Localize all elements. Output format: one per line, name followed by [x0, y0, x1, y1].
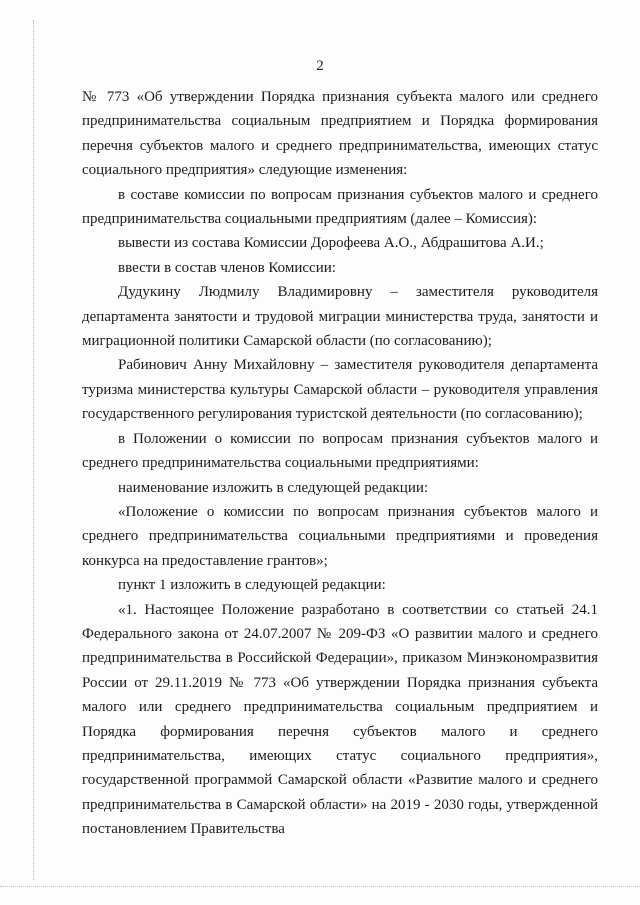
scan-bottom-edge	[0, 886, 640, 887]
paragraph-6: Рабинович Анну Михайловну – заместителя руководителя департамента туризма министерства культуры Самарской области – руководителя управления государственного регулирования туристской деятельности (по согласованию);	[82, 357, 598, 423]
paragraph-2: в составе комиссии по вопросам признания субъектов малого и среднего предпринимательства социальными предприятиям (далее – Комиссия):	[82, 186, 598, 228]
paragraph-10: пункт 1 изложить в следующей редакции:	[118, 577, 386, 594]
page-number: 2	[316, 58, 324, 74]
scan-left-edge	[33, 20, 34, 880]
paragraph-3: вывести из состава Комиссии Дорофеева А.О., Абдрашитова А.И.;	[118, 235, 544, 252]
paragraph-9: «Положение о комиссии по вопросам признания субъектов малого и среднего предпринимательства социальными предприятиями и проведения конкурса на предоставление грантов»;	[82, 503, 598, 569]
paragraph-8: наименование изложить в следующей редакции:	[118, 479, 429, 496]
paragraph-4: ввести в состав членов Комиссии:	[118, 259, 336, 276]
document-body	[82, 85, 598, 842]
paragraph-11: «1. Настоящее Положение разработано в соответствии со статьей 24.1 Федерального закона от 24.07.2007 № 209-ФЗ «О развитии малого и среднего предпринимательства в Российской Федерации», приказом Минэкономразвития России от 29.11.2019 № 773 «Об утверждении Порядка признания субъекта малого или среднего предпринимательства социальным предприятием и Порядка формирования перечня субъектов малого и среднего предпринимательства, имеющих статус социального предприятия», государственной программой Самарской области «Развитие малого и среднего предпринимательства в Самарской области» на 2019 - 2030 годы, утвержденной постановлением Правительства	[82, 601, 598, 838]
paragraph-7: в Положении о комиссии по вопросам признания субъектов малого и среднего предпринимательства социальными предприятиями:	[82, 430, 598, 472]
paragraph-5: Дудукину Людмилу Владимировну – заместителя руководителя департамента занятости и трудовой миграции министерства труда, занятости и миграционной политики Самарской области (по согласованию);	[82, 284, 598, 350]
paragraph-1: № 773 «Об утверждении Порядка признания субъекта малого или среднего предпринимательства социальным предприятием и Порядка формирования перечня субъектов малого и среднего предпринимательства, имеющих статус социального предприятия» следующие изменения:	[82, 89, 598, 179]
